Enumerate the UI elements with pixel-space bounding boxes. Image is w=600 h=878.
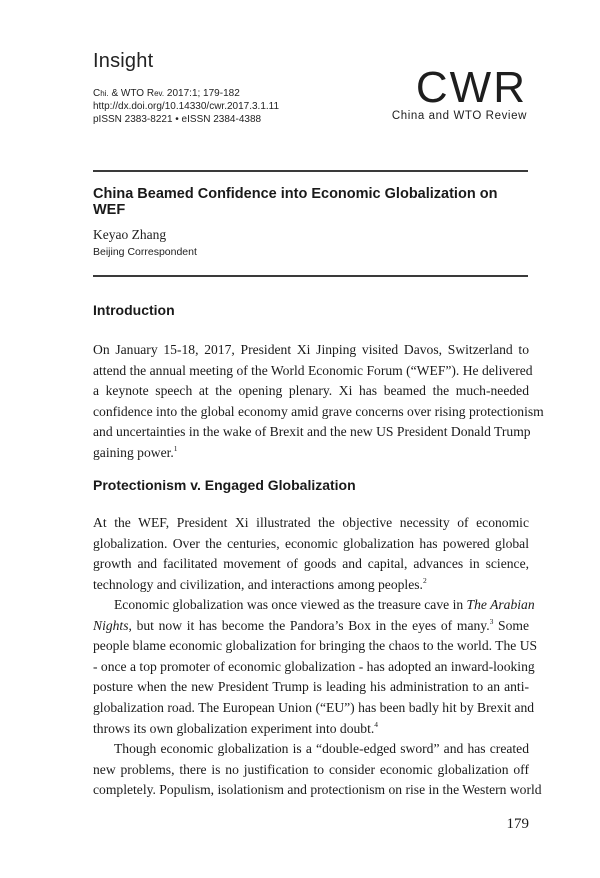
- logo-mark: CWR: [415, 63, 527, 112]
- text-line: technology and civilization, and interactions among peoples.$^2$: [93, 575, 427, 592]
- section-heading-introduction: Introduction: [93, 302, 175, 318]
- text-line: people blame economic globalization for bringing the chaos to the world. The US: [93, 638, 538, 654]
- author-block: [93, 227, 197, 258]
- text-line: - once a top promoter of economic globalization - has adopted an inward-looking: [93, 658, 535, 674]
- citation-block: [93, 87, 279, 126]
- footnote-ref[interactable]: 2: [422, 575, 427, 585]
- top-divider: [93, 170, 528, 172]
- text-line: globalization. Over the centuries, economic globalization has powered global: [93, 535, 529, 551]
- text-line: attend the annual meeting of the World Economic Forum (“WEF”). He delivered: [93, 362, 533, 378]
- journal-citation: Chi. & WTO Rev. 2017:1; 179-182: [93, 88, 240, 99]
- text-line: On January 15-18, 2017, President Xi Jinping visited Davos, Switzerland to: [93, 342, 529, 357]
- text-line: completely. Populism, isolationism and protectionism on rise in the Western world: [93, 782, 542, 798]
- text-line: confidence into the global economy amid grave concerns over rising protectionism: [93, 403, 544, 419]
- page-number: 179: [506, 816, 529, 832]
- article-title: China Beamed Confidence into Economic Globalization on WEF: [93, 186, 498, 218]
- logo-subtitle: China and WTO Review: [391, 110, 527, 122]
- doi-link[interactable]: http://dx.doi.org/10.14330/cwr.2017.3.1.11: [93, 101, 280, 112]
- author-role: Beijing Correspondent: [93, 246, 197, 258]
- text-line: Nights, but now it has become the Pandora’s Box in the eyes of many.$^3$ Some: [93, 616, 529, 633]
- text-line: growth and facilitated movement of goods and capital, advances in science,: [93, 556, 529, 572]
- section-heading-protectionism: Protectionism v. Engaged Globalization: [93, 477, 356, 493]
- text-line: and uncertainties in the wake of Brexit and the new US President Donald Trump: [93, 424, 531, 440]
- text-line: gaining power.$^1$: [93, 443, 178, 460]
- text-line: a keynote speech at the opening plenary. Xi has beamed the much-needed: [93, 383, 529, 399]
- text-line: throws its own globalization experiment into doubt.$^4$: [93, 719, 379, 736]
- paragraph-wef-1: [93, 513, 529, 595]
- text-line: Economic globalization was once viewed as the treasure cave in The Arabian: [114, 597, 535, 612]
- text-line: Though economic globalization is a “double-edged sword” and has created: [114, 741, 529, 756]
- paragraph-wef-3: [93, 739, 542, 801]
- paragraph-introduction: [93, 340, 544, 464]
- footnote-ref[interactable]: 4: [374, 719, 379, 729]
- text-line: globalization road. The European Union (“EU”) has been badly hit by Brexit and: [93, 699, 535, 715]
- text-line: new problems, there is no justification to consider economic globalization off: [93, 761, 529, 777]
- text-line: At the WEF, President Xi illustrated the objective necessity of economic: [93, 515, 529, 530]
- bottom-divider: [93, 275, 528, 277]
- journal-logo: [391, 63, 527, 122]
- journal-header: [93, 50, 279, 126]
- footnote-ref[interactable]: 1: [173, 443, 178, 453]
- paragraph-wef-2: [93, 595, 538, 739]
- text-line: posture when the new President Trump is leading his administration to an anti-: [93, 679, 529, 695]
- author-name: Keyao Zhang: [93, 227, 167, 242]
- section-label: Insight: [93, 50, 154, 72]
- issn-line: pISSN 2383-8221 • eISSN 2384-4388: [93, 114, 262, 125]
- footnote-ref[interactable]: 3: [489, 616, 494, 626]
